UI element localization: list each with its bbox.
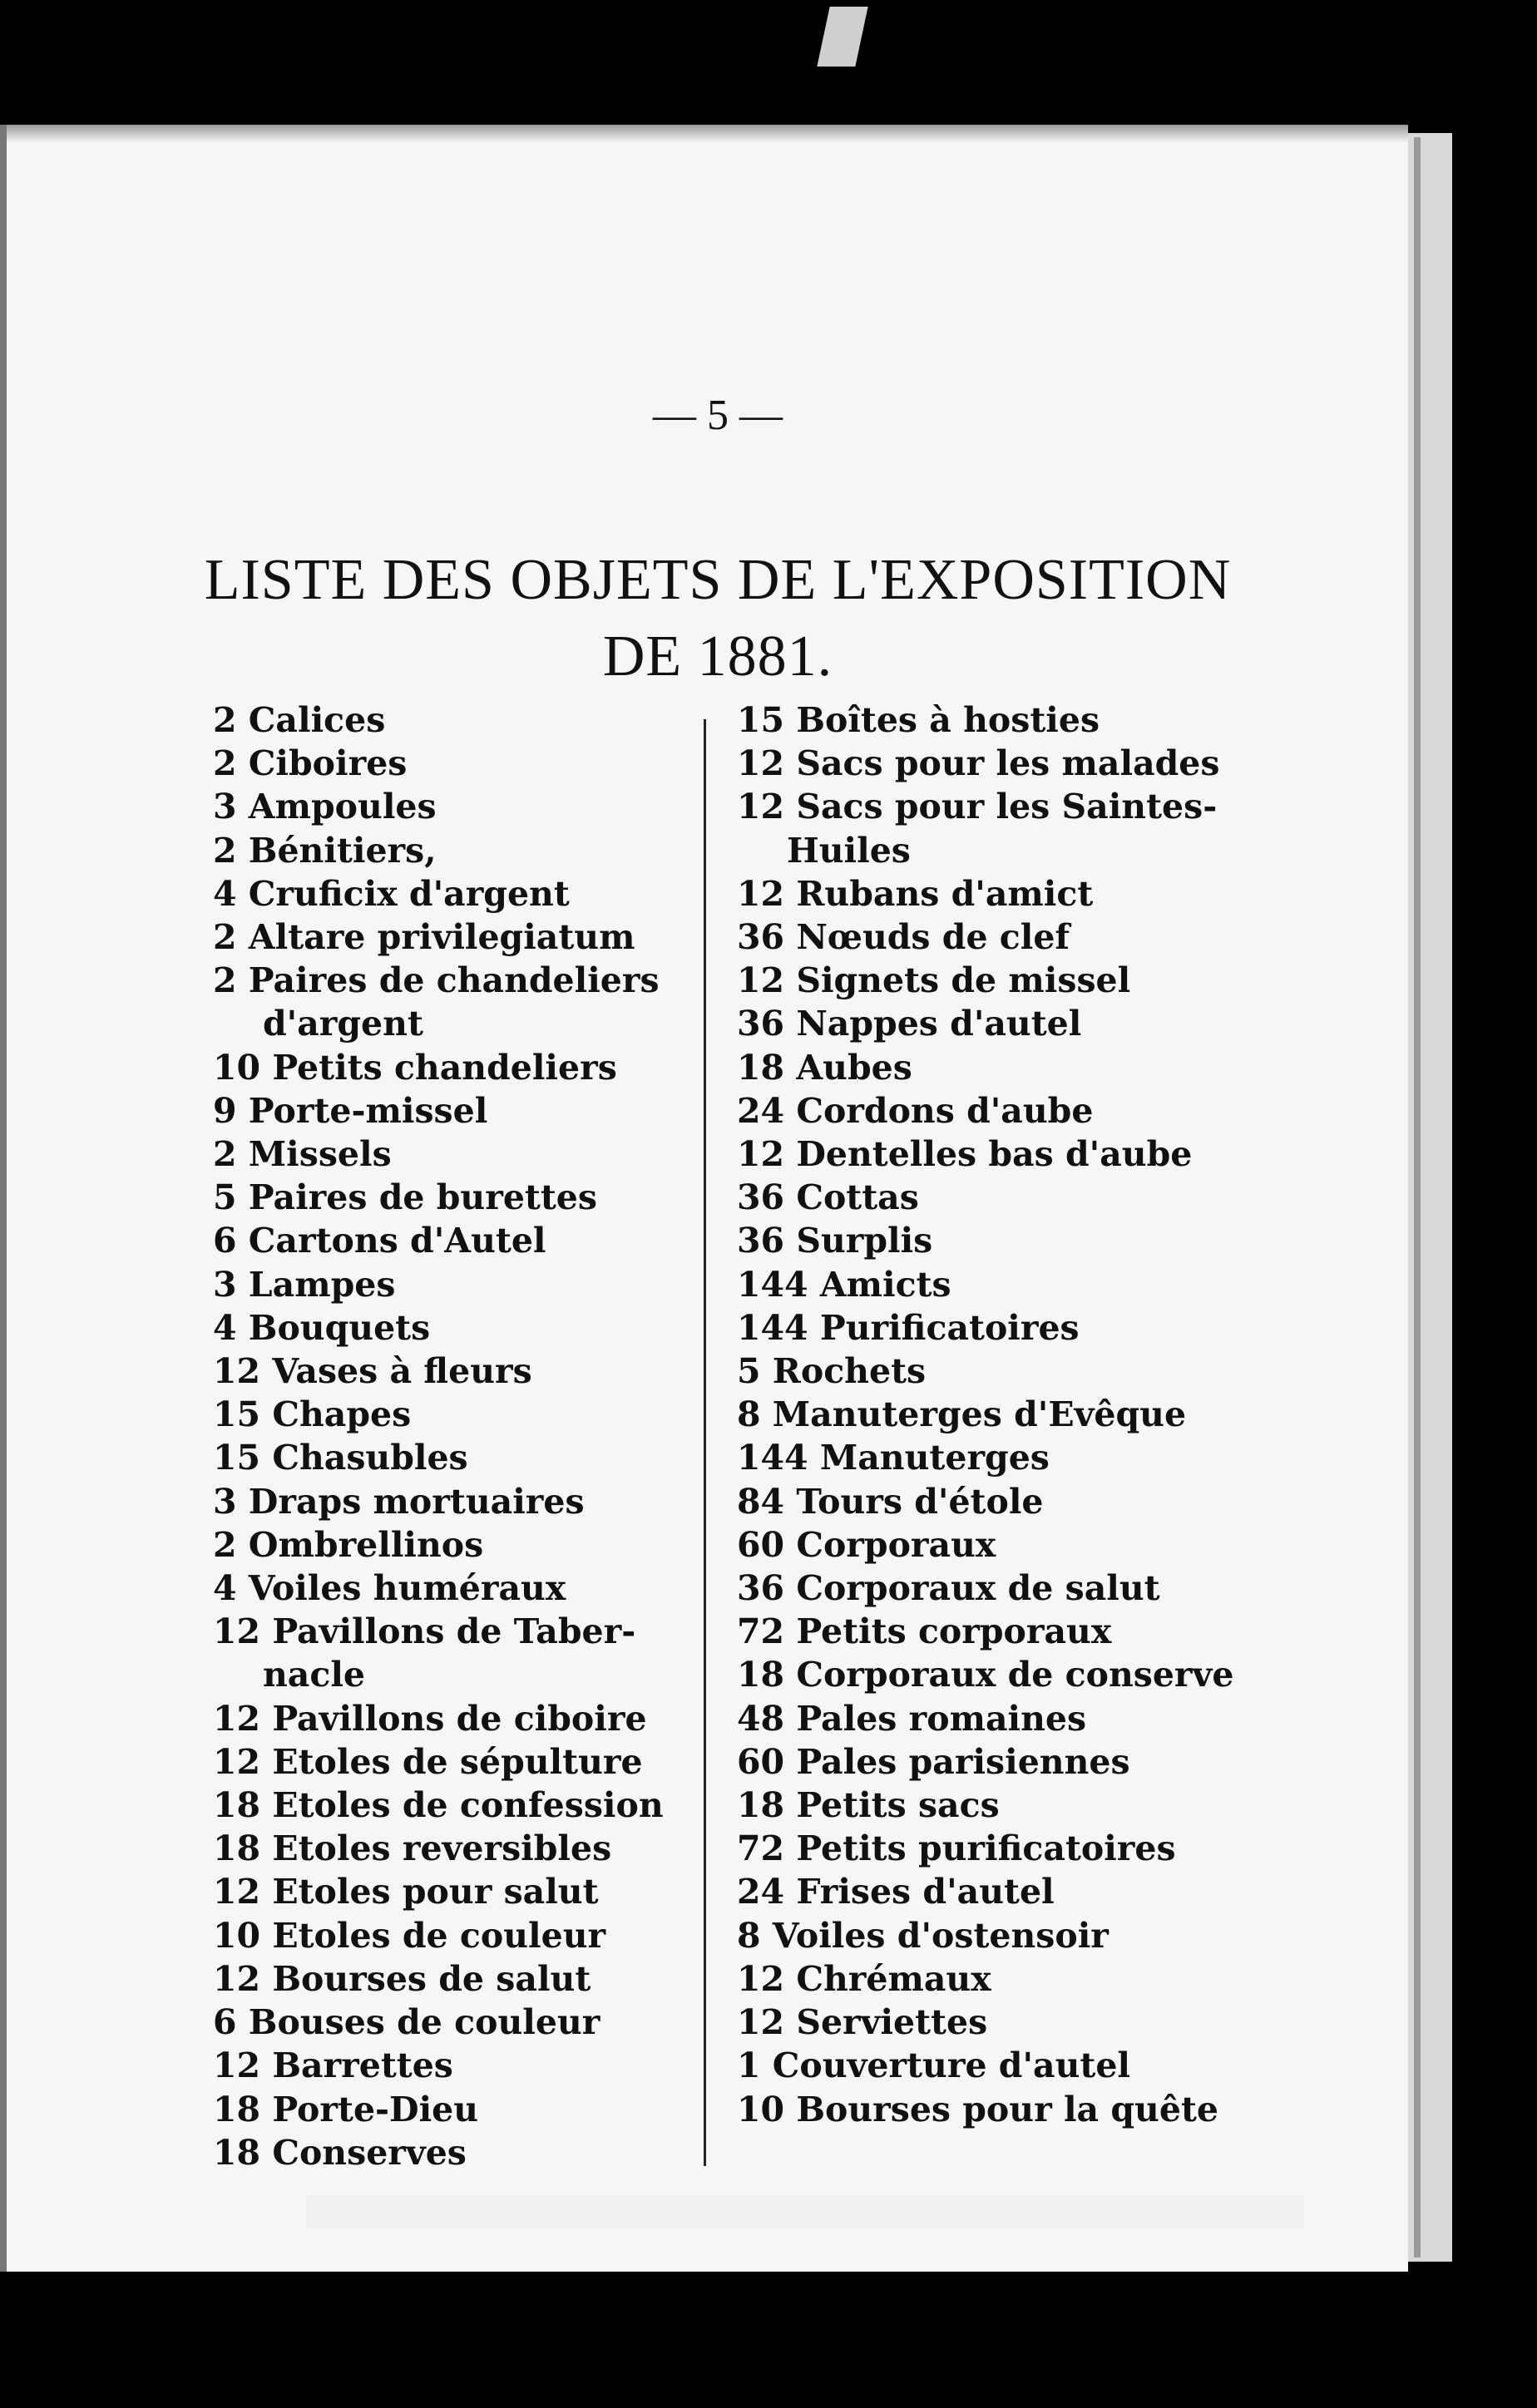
list-item: 144 Purificatoires bbox=[737, 1307, 1080, 1348]
list-item: 12 Sacs pour les Saintes- bbox=[737, 787, 1218, 827]
list-item: 36 Nœuds de clef bbox=[737, 917, 1070, 958]
list-item: 3 Lampes bbox=[213, 1264, 396, 1305]
list-item: 18 Etoles de confession bbox=[213, 1785, 664, 1826]
left-column-list bbox=[213, 698, 704, 2174]
list-item: 8 Manuterges d'Evêque bbox=[737, 1394, 1187, 1435]
corner-mark bbox=[817, 7, 867, 67]
list-item: 18 Porte-Dieu bbox=[213, 2089, 479, 2129]
page-title-year: DE 1881. bbox=[602, 624, 833, 688]
list-item: 10 Etoles de couleur bbox=[213, 1915, 606, 1956]
list-item: 60 Corporaux bbox=[737, 1524, 996, 1565]
list-item: 10 Bourses pour la quête bbox=[737, 2089, 1218, 2129]
list-item: 24 Cordons d'aube bbox=[737, 1090, 1094, 1131]
list-item: 15 Chasubles bbox=[213, 1438, 468, 1478]
list-item: 2 Paires de chandeliers bbox=[213, 960, 660, 1001]
list-item: 144 Amicts bbox=[737, 1264, 951, 1305]
list-item: 10 Petits chandeliers bbox=[213, 1047, 617, 1088]
list-item: 1 Couverture d'autel bbox=[737, 2045, 1131, 2086]
list-item: 84 Tours d'étole bbox=[737, 1481, 1044, 1522]
page-stack-line bbox=[1414, 137, 1421, 2258]
list-item: 36 Nappes d'autel bbox=[737, 1004, 1082, 1044]
list-item-continuation: d'argent bbox=[263, 1004, 423, 1044]
column-divider bbox=[704, 719, 706, 2166]
list-item: 18 Etoles reversibles bbox=[213, 1828, 612, 1869]
list-item: 6 Cartons d'Autel bbox=[213, 1221, 546, 1261]
list-item: 2 Ombrellinos bbox=[213, 1524, 484, 1565]
list-item: 5 Paires de burettes bbox=[213, 1177, 597, 1218]
list-item: 48 Pales romaines bbox=[737, 1698, 1087, 1739]
page-title: LISTE DES OBJETS DE L'EXPOSITION bbox=[204, 548, 1232, 612]
list-item: 36 Corporaux de salut bbox=[737, 1568, 1160, 1609]
page-top-shadow bbox=[7, 125, 1408, 143]
list-item: 12 Bourses de salut bbox=[213, 1958, 591, 1999]
list-item: 72 Petits purificatoires bbox=[737, 1828, 1176, 1869]
list-item: 12 Signets de missel bbox=[737, 960, 1131, 1001]
book-page bbox=[7, 125, 1408, 2272]
list-item: 2 Missels bbox=[213, 1134, 392, 1175]
list-item: 36 Cottas bbox=[737, 1177, 919, 1218]
list-item: 24 Frises d'autel bbox=[737, 1872, 1055, 1912]
list-item: 12 Rubans d'amict bbox=[737, 873, 1094, 914]
list-item: 60 Pales parisiennes bbox=[737, 1741, 1130, 1782]
list-item: 2 Calices bbox=[213, 700, 386, 740]
list-item: 18 Aubes bbox=[737, 1047, 912, 1088]
list-item: 3 Draps mortuaires bbox=[213, 1481, 585, 1522]
list-item-continuation: nacle bbox=[263, 1655, 365, 1695]
list-item: 12 Serviettes bbox=[737, 2002, 988, 2043]
list-item: 4 Bouquets bbox=[213, 1307, 431, 1348]
list-item: 4 Cruficix d'argent bbox=[213, 873, 570, 914]
list-item: 8 Voiles d'ostensoir bbox=[737, 1915, 1109, 1956]
list-item: 36 Surplis bbox=[737, 1221, 933, 1261]
list-item: 2 Bénitiers, bbox=[213, 830, 437, 871]
paper-stain bbox=[306, 2195, 1304, 2228]
list-item: 12 Etoles pour salut bbox=[213, 1872, 599, 1912]
list-item: 2 Altare privilegiatum bbox=[213, 917, 635, 958]
list-item: 4 Voiles huméraux bbox=[213, 1568, 566, 1609]
list-item: 12 Pavillons de ciboire bbox=[213, 1698, 647, 1739]
list-item: 15 Boîtes à hosties bbox=[737, 700, 1100, 740]
list-item: 12 Pavillons de Taber- bbox=[213, 1611, 636, 1652]
list-item: 6 Bouses de couleur bbox=[213, 2002, 600, 2043]
list-item: 2 Ciboires bbox=[213, 743, 408, 784]
page-left-edge bbox=[0, 125, 7, 2272]
list-item: 15 Chapes bbox=[213, 1394, 412, 1435]
list-item: 18 Corporaux de conserve bbox=[737, 1655, 1234, 1695]
list-item: 12 Barrettes bbox=[213, 2045, 453, 2086]
list-item: 12 Dentelles bas d'aube bbox=[737, 1134, 1193, 1175]
list-item: 18 Conserves bbox=[213, 2132, 467, 2173]
list-item: 12 Vases à fleurs bbox=[213, 1351, 532, 1392]
list-item: 18 Petits sacs bbox=[737, 1785, 1000, 1826]
list-item: 9 Porte-missel bbox=[213, 1090, 488, 1131]
list-item: 5 Rochets bbox=[737, 1351, 927, 1392]
list-item: 12 Sacs pour les malades bbox=[737, 743, 1220, 784]
list-item: 144 Manuterges bbox=[737, 1438, 1050, 1478]
list-item: 3 Ampoules bbox=[213, 787, 437, 827]
list-item: 12 Etoles de sépulture bbox=[213, 1741, 643, 1782]
list-item: 12 Chrémaux bbox=[737, 1958, 991, 1999]
right-column-list bbox=[737, 698, 1234, 2131]
list-item-continuation: Huiles bbox=[787, 830, 911, 871]
page-number: — 5 — bbox=[653, 392, 783, 439]
list-item: 72 Petits corporaux bbox=[737, 1611, 1112, 1652]
